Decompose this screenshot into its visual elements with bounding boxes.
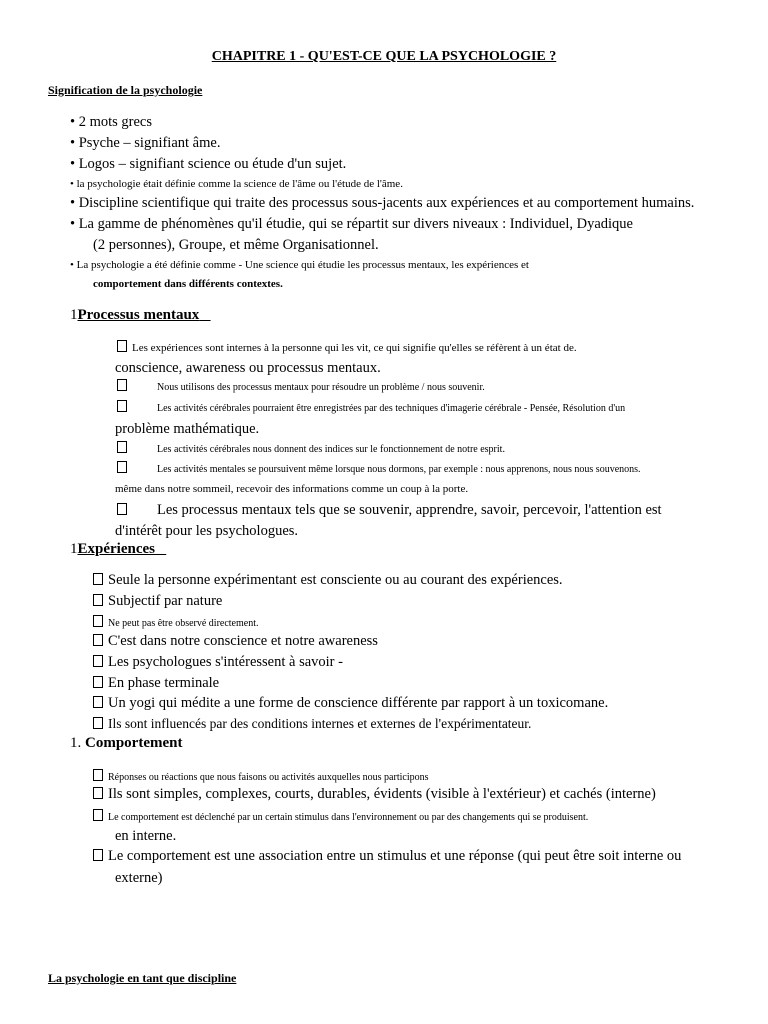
section-heading-experiences xyxy=(70,541,166,558)
checkbox-line: Ils sont simples, complexes, courts, durables, évidents (visible à l'extérieur) et cachés (interne) xyxy=(93,786,656,803)
section-number: 1. xyxy=(70,735,82,751)
section-heading-discipline: La psychologie en tant que discipline xyxy=(48,971,237,985)
section-heading-text: Expériences xyxy=(77,541,155,557)
checkbox-icon xyxy=(93,615,103,627)
text-line: externe) xyxy=(115,870,163,886)
bullet-item: • Psyche – signifiant âme. xyxy=(70,135,221,151)
page-title: CHAPITRE 1 - QU'EST-CE QUE LA PSYCHOLOGIE ? xyxy=(211,49,557,64)
checkbox-icon xyxy=(93,696,103,708)
checkbox-line: Subjectif par nature xyxy=(93,593,222,610)
section-number: 1 xyxy=(70,307,78,323)
text-line: en interne. xyxy=(115,828,177,844)
section-heading-text: Comportement xyxy=(85,735,183,751)
checkbox-line: Le comportement est une association entre un stimulus et une réponse (qui peut être soit interne ou xyxy=(93,848,681,865)
checkbox-icon xyxy=(93,809,103,821)
checkbox-line: C'est dans notre conscience et notre awareness xyxy=(93,633,378,650)
section-heading-text: Processus mentaux xyxy=(77,307,200,323)
bullet-item-continuation: comportement dans différents contextes. xyxy=(93,278,283,290)
checkbox-line: Les processus mentaux tels que se souvenir, apprendre, savoir, percevoir, l'attention est xyxy=(117,502,662,519)
checkbox-icon xyxy=(93,634,103,646)
checkbox-line: Réponses ou réactions que nous faisons ou activités auxquelles nous participons xyxy=(93,769,429,783)
section-heading-comportement xyxy=(70,735,182,752)
checkbox-line: Ils sont influencés par des conditions internes et externes de l'expérimentateur. xyxy=(93,716,531,732)
bullet-item: • 2 mots grecs xyxy=(70,114,152,130)
section-heading-processus xyxy=(70,307,211,324)
bullet-item: • Logos – signifiant science ou étude d'un sujet. xyxy=(70,156,347,172)
section-number: 1 xyxy=(70,541,78,557)
checkbox-icon xyxy=(117,441,127,453)
bullet-item: • La gamme de phénomènes qu'il étudie, qui se répartit sur divers niveaux : Individuel, Dyadique xyxy=(70,216,633,232)
checkbox-line: Le comportement est déclenché par un certain stimulus dans l'environnement ou par des changements qui se produisent. xyxy=(93,809,588,823)
bullet-item-continuation: (2 personnes), Groupe, et même Organisationnel. xyxy=(93,237,379,253)
checkbox-icon xyxy=(93,769,103,781)
checkbox-line: Les psychologues s'intéressent à savoir - xyxy=(93,654,343,671)
checkbox-icon xyxy=(93,655,103,667)
checkbox-icon xyxy=(93,573,103,585)
checkbox-line: Un yogi qui médite a une forme de conscience différente par rapport à un toxicomane. xyxy=(93,695,608,712)
checkbox-icon xyxy=(93,849,103,861)
checkbox-line: Les activités cérébrales nous donnent des indices sur le fonctionnement de notre esprit. xyxy=(117,441,505,455)
checkbox-icon xyxy=(93,594,103,606)
checkbox-icon xyxy=(117,340,127,352)
checkbox-icon xyxy=(93,676,103,688)
text-line: problème mathématique. xyxy=(115,421,260,437)
bullet-item: • La psychologie a été définie comme - Une science qui étudie les processus mentaux, les expériences et xyxy=(70,259,529,271)
checkbox-line: Nous utilisons des processus mentaux pour résoudre un problème / nous souvenir. xyxy=(117,379,485,393)
text-line: conscience, awareness ou processus mentaux. xyxy=(115,360,381,376)
checkbox-icon xyxy=(93,787,103,799)
checkbox-icon xyxy=(117,461,127,473)
checkbox-icon xyxy=(93,717,103,729)
checkbox-line: Les activités mentales se poursuivent même lorsque nous dormons, par exemple : nous apprenons, nous nous souvenons. xyxy=(117,461,641,475)
checkbox-line: Les expériences sont internes à la personne qui les vit, ce qui signifie qu'elles se réfèrent à un état de. xyxy=(117,340,577,354)
checkbox-line: En phase terminale xyxy=(93,675,219,692)
checkbox-line: Ne peut pas être observé directement. xyxy=(93,615,259,629)
bullet-item: • la psychologie était définie comme la science de l'âme ou l'étude de l'âme. xyxy=(70,178,403,190)
checkbox-line: Les activités cérébrales pourraient être enregistrées par des techniques d'imagerie cérébrale - Pensée, Résolution d'un xyxy=(117,400,625,414)
section-heading-signification: Signification de la psychologie xyxy=(48,83,203,97)
checkbox-icon xyxy=(117,379,127,391)
checkbox-icon xyxy=(117,400,127,412)
checkbox-icon xyxy=(117,503,127,515)
text-line: d'intérêt pour les psychologues. xyxy=(115,523,299,539)
checkbox-line: Seule la personne expérimentant est consciente ou au courant des expériences. xyxy=(93,572,563,589)
bullet-item: • Discipline scientifique qui traite des processus sous-jacents aux expériences et au comportement humains. xyxy=(70,195,695,211)
text-line: même dans notre sommeil, recevoir des informations comme un coup à la porte. xyxy=(115,483,469,495)
